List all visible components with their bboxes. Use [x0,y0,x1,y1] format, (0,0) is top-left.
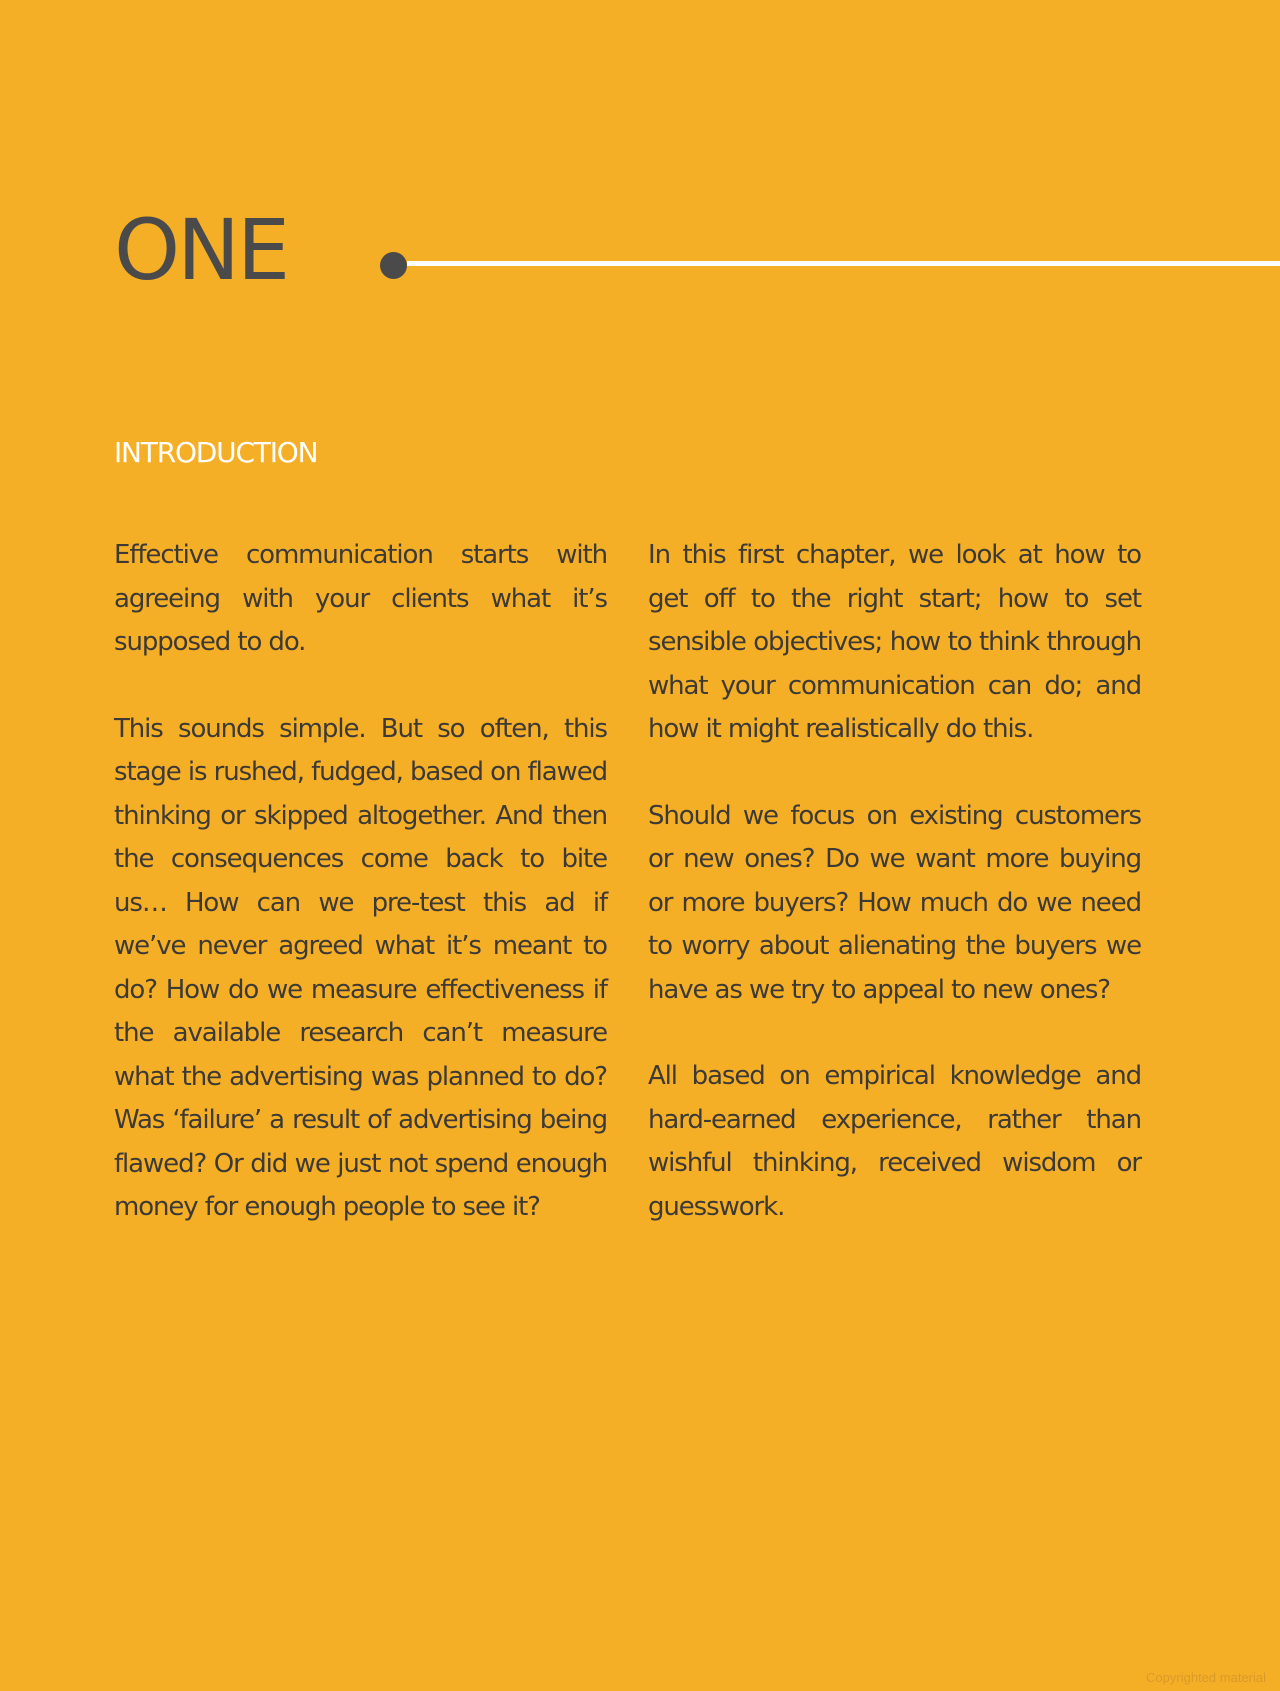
paragraph: In this first chapter, we look at how to get off to the right start; how to set sensible objectives; how to think through what your communication can do; and how it might realistically do this. [648,540,1141,744]
chapter-rule [380,250,1280,280]
chapter-title: ONE [114,201,288,299]
rule-dot-icon [380,252,407,279]
paragraph: Effective communication starts with agreeing with your clients what it’s supposed to do. [114,540,607,657]
left-column [114,534,607,1273]
right-column [648,534,1141,1272]
rule-line [407,261,1280,266]
copyright-notice: Copyrighted material [1146,1670,1266,1685]
section-heading: INTRODUCTION [114,436,318,469]
paragraph: Should we focus on existing customers or new ones? Do we want more buying or more buyers? How much do we need to worry about alienating the buyers we have as we try to appeal to new ones? [648,800,1141,1005]
paragraph: This sounds simple. But so often, this stage is rushed, fudged, based on flawed thinking or skipped altogether. And then the consequences come back to bite us… How can we pre-test this ad if we’ve never agreed what it’s meant to do? How do we measure effectiveness if the available research can’t measure what the advertising was planned to do? Was ‘failure’ a result of advertising being flawed? Or did we just not spend enough money for enough people to see it? [114,713,607,1222]
paragraph: All based on empirical knowledge and hard-earned experience, rather than wishful thinking, received wisdom or guesswork. [648,1061,1141,1222]
